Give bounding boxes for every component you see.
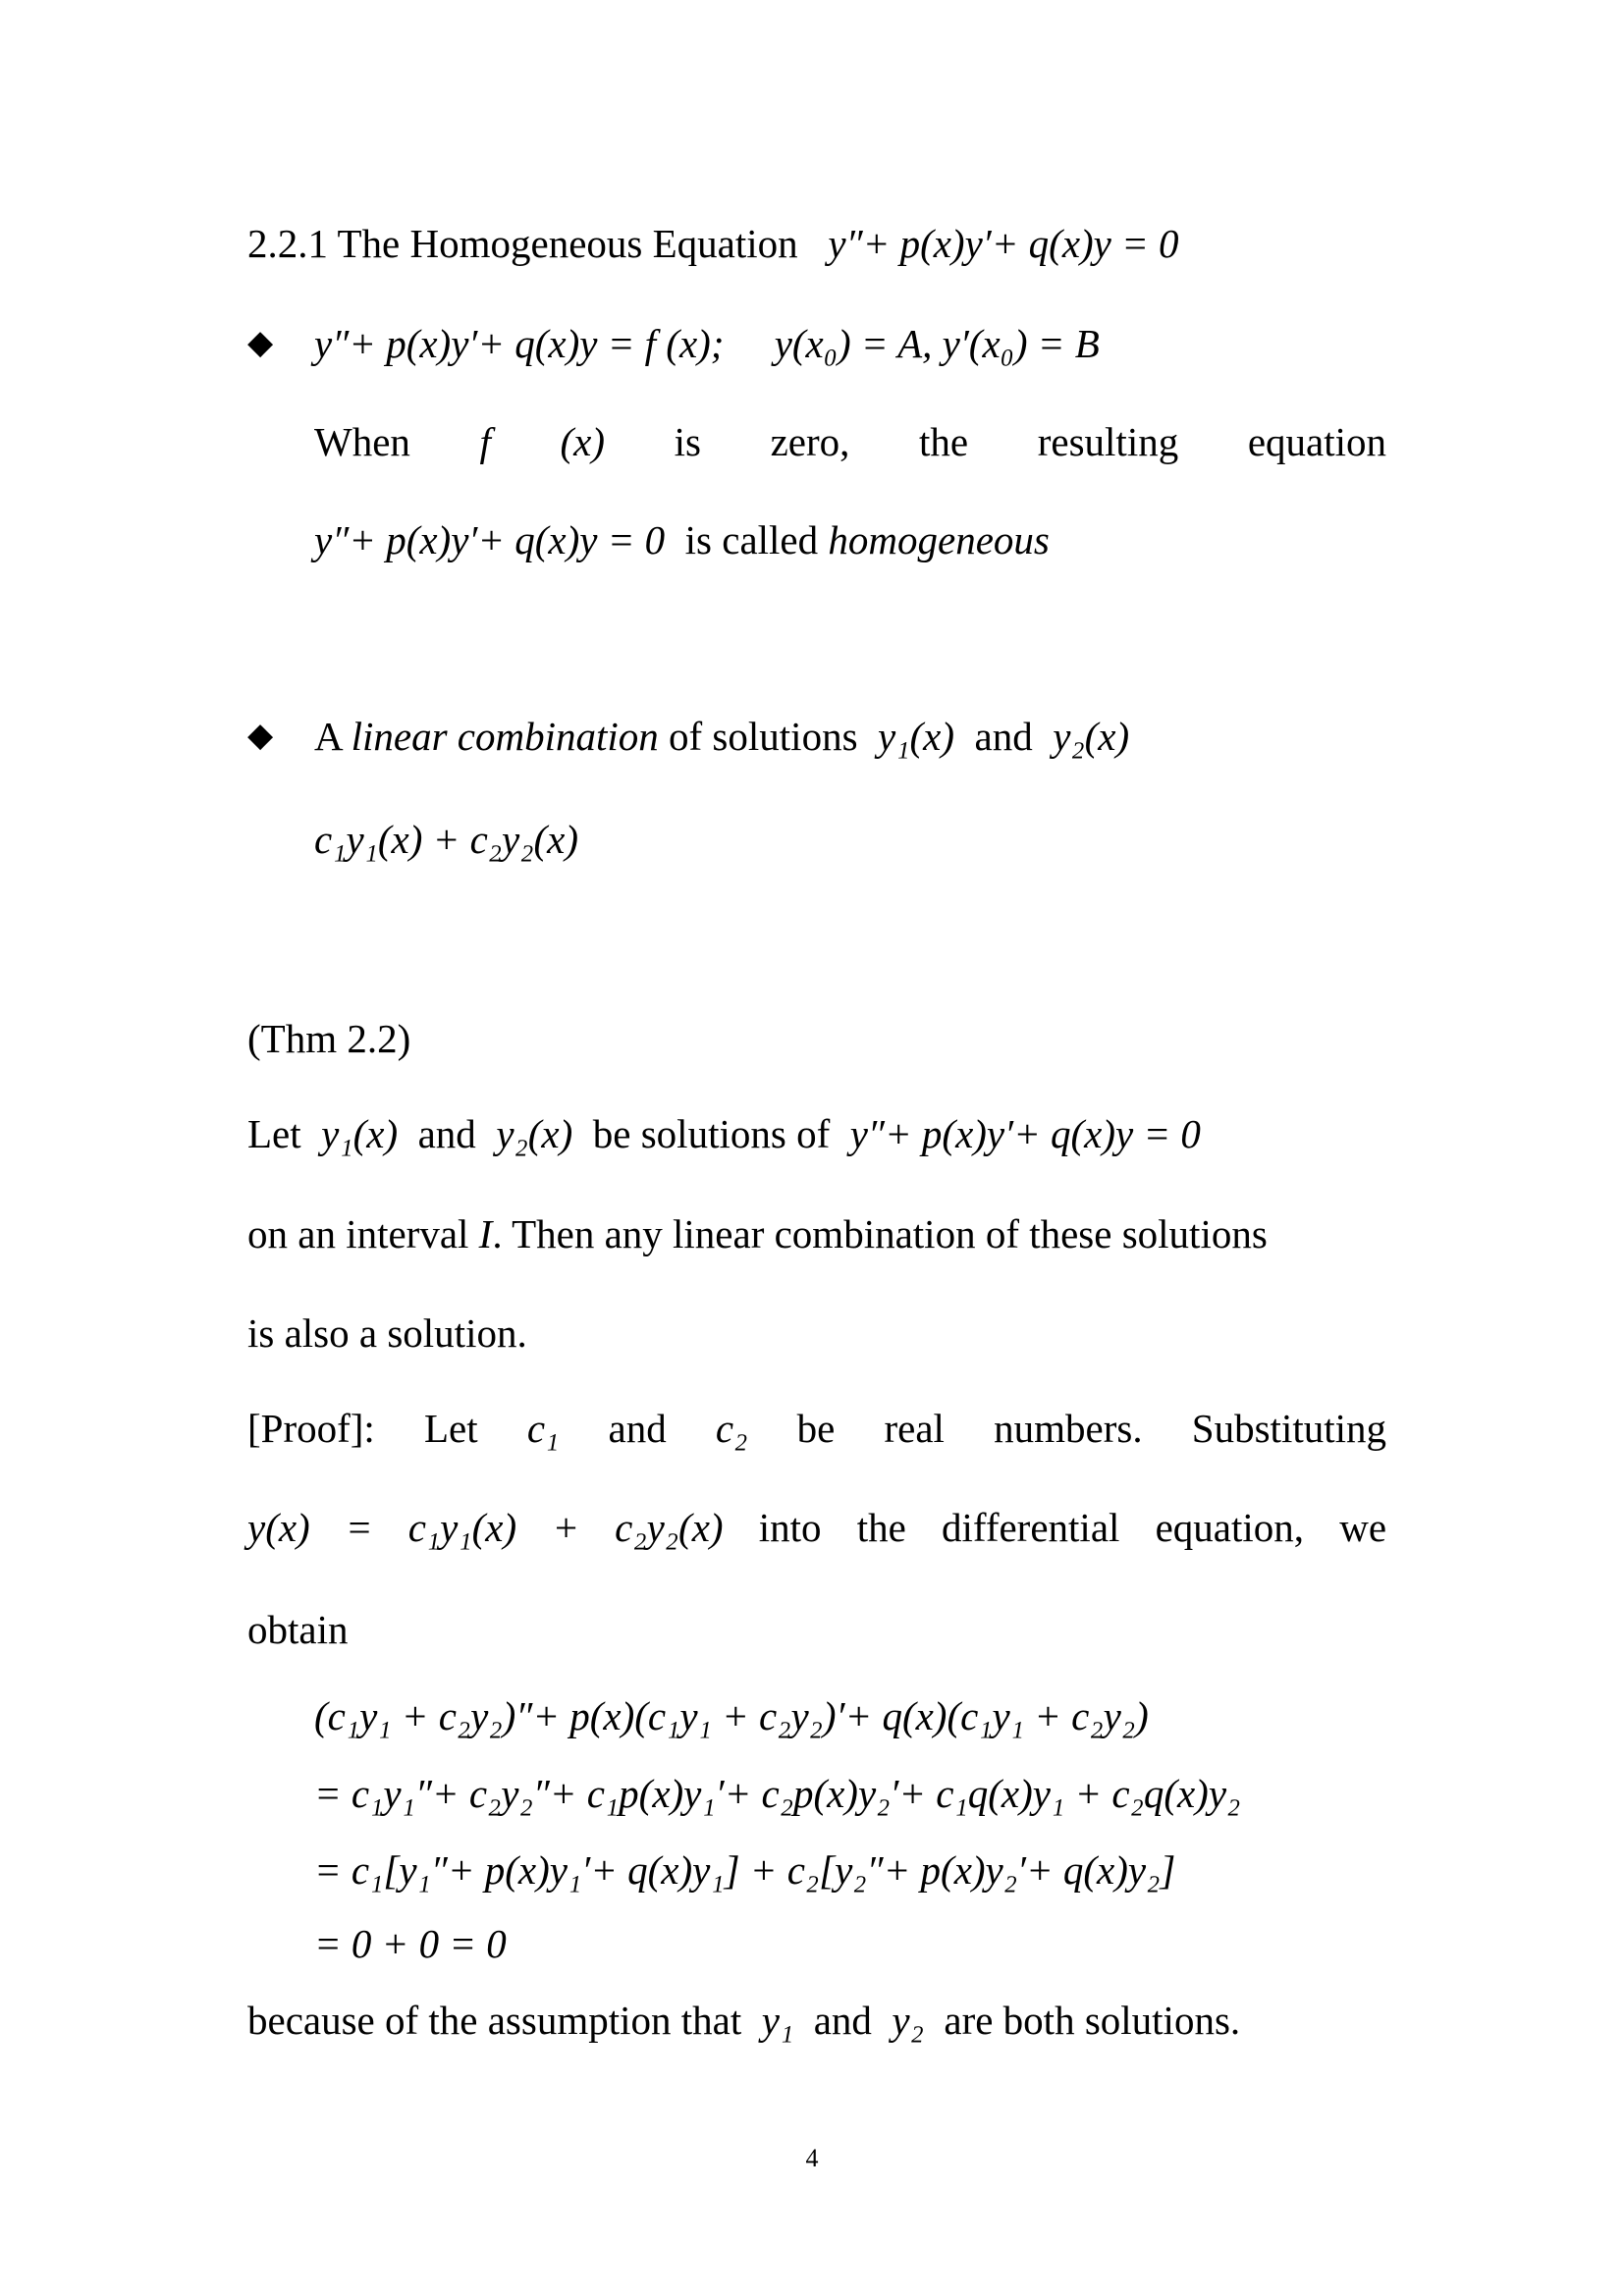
initial-conditions: y(x₀) = A, y′(x₀) = B — [774, 321, 1100, 366]
word: and — [608, 1406, 667, 1451]
bullet2-line — [314, 711, 1129, 762]
word: resulting — [1037, 419, 1179, 464]
word: real — [884, 1406, 945, 1451]
text: because of the assumption that — [247, 1998, 742, 2043]
word: numbers. — [994, 1406, 1143, 1451]
math: c₂ — [715, 1406, 748, 1451]
word: the — [856, 1505, 906, 1550]
math: y″+ p(x)y′+ q(x)y = 0 — [849, 1111, 1201, 1156]
math: y(x) = c₁y₁(x) + c₂y₂(x) — [247, 1505, 724, 1550]
text: and — [974, 714, 1033, 759]
theorem-line-3: is also a solution. — [247, 1310, 527, 1356]
text: on an interval — [247, 1211, 469, 1256]
word: differential — [942, 1505, 1120, 1550]
word: Let — [424, 1406, 478, 1451]
when-line — [314, 416, 1386, 467]
math: c₁ — [526, 1406, 560, 1451]
derivation-line-2: = c₁y₁″+ c₂y₂″+ c₁p(x)y₁′+ c₂p(x)y₂′+ c₁q(x)y₁ + c₂q(x)y₂ — [314, 1771, 1241, 1816]
equation: y″+ p(x)y′+ q(x)y = 0 — [314, 517, 666, 562]
theorem-line-1 — [247, 1108, 1201, 1159]
text: be solutions of — [592, 1111, 831, 1156]
derivation-line-3: = c₁[y₁″+ p(x)y₁′+ q(x)y₁] + c₂[y₂″+ p(x)y₂′+ q(x)y₂] — [314, 1847, 1176, 1893]
called-line — [314, 514, 1050, 565]
word: into — [758, 1505, 822, 1550]
text: are both solutions. — [944, 1998, 1241, 2043]
math: y₂(x) — [496, 1111, 573, 1156]
proof-line-2 — [247, 1502, 1386, 1553]
page-number: 4 — [805, 2144, 819, 2172]
word: equation — [1247, 419, 1387, 464]
text: A — [314, 714, 342, 759]
word: f (x) — [479, 419, 606, 464]
text: Let — [247, 1111, 301, 1156]
section-heading — [247, 218, 1179, 269]
word: [Proof]: — [247, 1406, 375, 1451]
conclusion-line — [247, 1995, 1240, 2046]
word: be — [796, 1406, 836, 1451]
text: is called — [684, 517, 819, 562]
text: of solutions — [669, 714, 858, 759]
heading-text: 2.2.1 The Homogeneous Equation — [247, 221, 798, 266]
ode-equation: y″+ p(x)y′+ q(x)y = f (x); — [314, 321, 725, 366]
word: When — [314, 419, 410, 464]
word: zero, — [770, 419, 850, 464]
math: I — [478, 1211, 493, 1256]
math: y₁ — [761, 1998, 794, 2043]
word: equation, — [1155, 1505, 1305, 1550]
math: y₁(x) — [321, 1111, 399, 1156]
proof-line-1 — [247, 1403, 1386, 1454]
math: y₂(x) — [1053, 714, 1130, 759]
theorem-label: (Thm 2.2) — [247, 1016, 411, 1061]
word: is — [674, 419, 701, 464]
math: y₂ — [892, 1998, 924, 2043]
text: and — [813, 1998, 872, 2043]
emphasis: linear combination — [351, 714, 659, 759]
emphasis: homogeneous — [828, 517, 1050, 562]
word: we — [1339, 1505, 1387, 1550]
derivation-line-4: = 0 + 0 = 0 — [314, 1921, 507, 1966]
theorem-line-2 — [247, 1208, 1268, 1259]
combination-expression: c₁y₁(x) + c₂y₂(x) — [314, 817, 578, 862]
bullet1-equation — [314, 318, 1100, 369]
math: y₁(x) — [878, 714, 954, 759]
word: Substituting — [1191, 1406, 1387, 1451]
heading-equation: y″+ p(x)y′+ q(x)y = 0 — [828, 221, 1179, 266]
text: and — [417, 1111, 476, 1156]
text: . Then any linear combination of these solutions — [492, 1211, 1268, 1256]
bullet-icon: ◆ — [247, 718, 274, 754]
word: the — [919, 419, 969, 464]
derivation-line-1: (c₁y₁ + c₂y₂)″+ p(x)(c₁y₁ + c₂y₂)′+ q(x)(c₁y₁ + c₂y₂) — [314, 1693, 1149, 1738]
bullet-icon: ◆ — [247, 325, 274, 361]
proof-line-3: obtain — [247, 1607, 349, 1652]
